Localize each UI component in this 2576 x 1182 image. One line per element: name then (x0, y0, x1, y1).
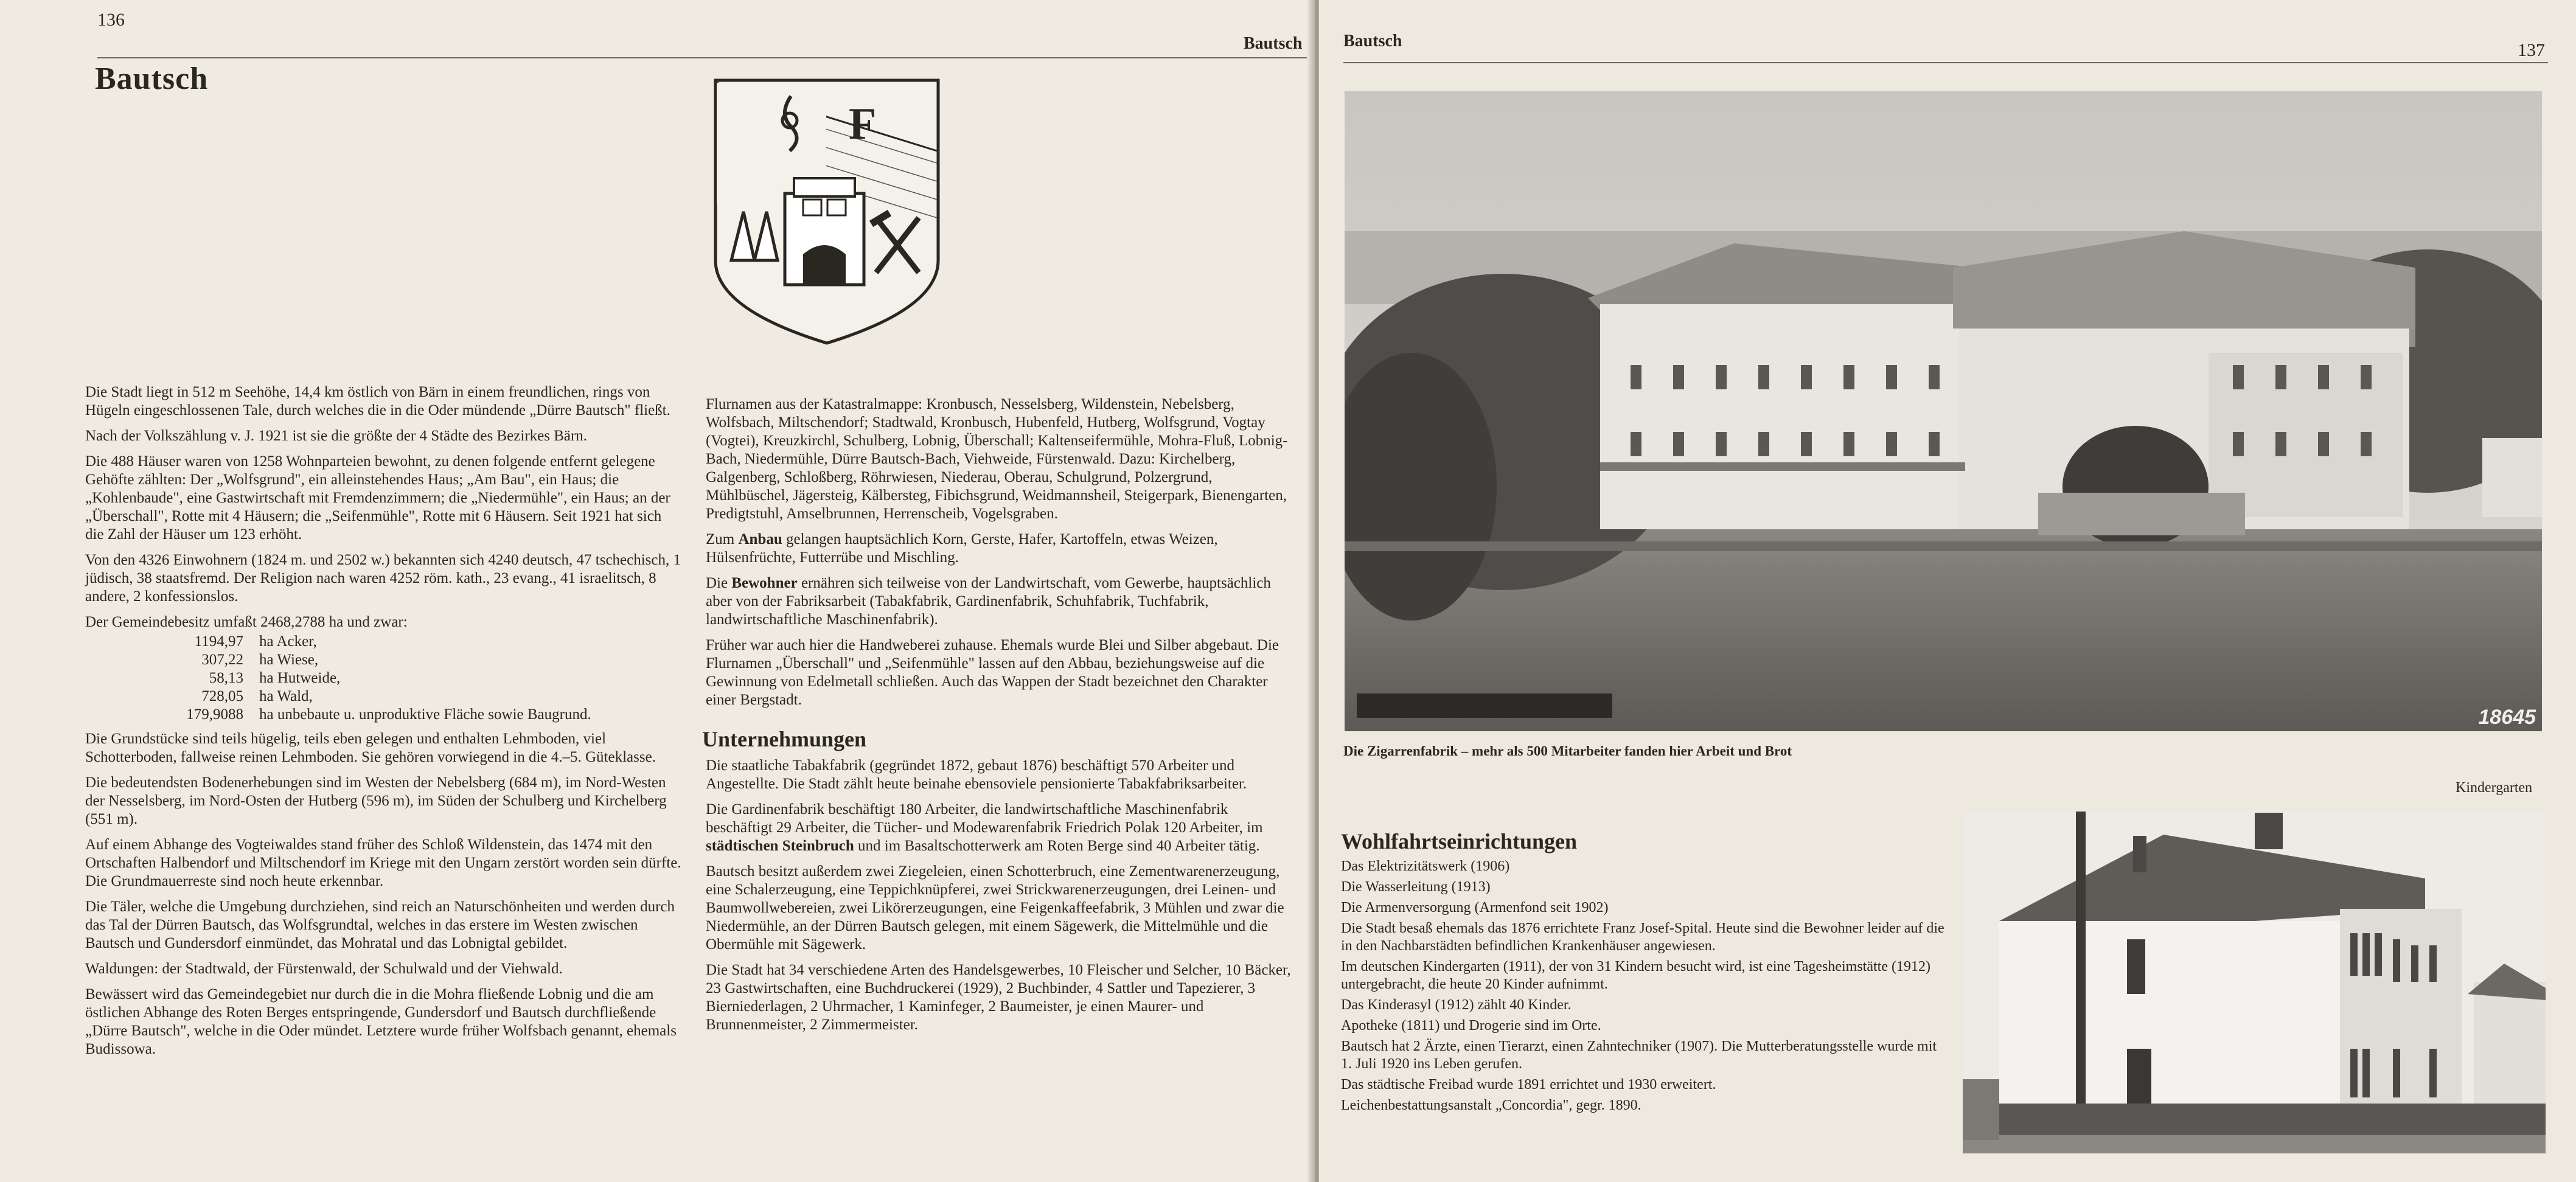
list-item: Leichenbestattungsanstalt „Concordia", gegr. 1890. (1341, 1097, 1641, 1113)
paragraph: Nach der Volkszählung v. J. 1921 ist sie die größte der 4 Städte des Bezirkes Bärn. (85, 428, 588, 444)
land-use-table (85, 633, 681, 724)
list-item: Im deutschen Kindergarten (1911), der von 31 Kindern besucht wird, ist eine Tagesheimstätte (1912) untergebracht, die heute 20 Kinder aufnimmt. (1341, 959, 1930, 992)
factory-photo (1345, 91, 2542, 731)
paragraph: Von den 4326 Einwohnern (1824 m. und 2502 w.) bekannten sich 4240 deutsch, 47 tschechisch, 1 jüdisch, 38 staatsfremd. Der Religion nach waren 4252 röm. kath., 23 evang., 41 israelitsch, 8 andere, 2 konfessionslos. (85, 552, 681, 605)
list-item: Das Elektrizitätswerk (1906) (1341, 858, 1510, 874)
paragraph: Die Stadt hat 34 verschiedene Arten des Handelsgewerbes, 10 Fleischer und Selcher, 10 Bäcker, 23 Gastwirtschaften, eine Buchdruckerei (1929), 2 Buchbinder, 4 Sattler und Tapezierer, 3 Bierniederlagen, 2 Uhrmacher, 1 Kaminfeger, 2 Baumeister, je einen Maurer- und Brunnenmeister, 2 Zimmermeister. (706, 962, 1291, 1033)
right-page (1319, 0, 2576, 1182)
list-item: Das städtische Freibad wurde 1891 errichtet und 1930 erweitert. (1341, 1077, 1716, 1093)
paragraph: Die staatliche Tabakfabrik (gegründet 1872, gebaut 1876) beschäftigt 570 Arbeiter und Angestellte. Die Stadt zählt heute beinahe ebensoviele pensionierte Tabakfabriksarbeiter. (706, 757, 1247, 792)
paragraph: Bautsch besitzt außerdem zwei Ziegeleien, einen Schotterbruch, eine Zementwarenerzeugung, eine Schalerzeugung, eine Teppichknüpferei, zwei Strickwarenerzeugungen, drei Leinen- und Baumwollwebereien, zwei Likörerzeugungen, eine Feigenkaffeefabrik, 3 Mühlen und zwar die Niedermühle, an der Dürren Bautsch gelegen, mit einem Sägewerk, die Mittelmühle und die Obermühle mit Sägewerk. (706, 863, 1284, 953)
paragraph: Waldungen: der Stadtwald, der Fürstenwald, der Schulwald und der Viehwald. (85, 961, 563, 977)
paragraph: Der Gemeindebesitz umfaßt 2468,2788 ha und zwar: (85, 614, 408, 630)
svg-text:F: F (849, 99, 877, 149)
paragraph: Zum Anbau gelangen hauptsächlich Korn, Gerste, Hafer, Kartoffeln, etwas Weizen, Hülsenfrüchte, Futterrübe und Mischling. (706, 531, 1218, 566)
paragraph: Früher war auch hier die Handweberei zuhause. Ehemals wurde Blei und Silber abgebaut. Die Flurnamen „Überschall" und „Seifenmühle" lassen auf den Abbau, beziehungsweise auf die Gewinnung von Edelmetall schließen. Auch das Wappen der Stadt bezeichnet den Charakter einer Bergstadt. (706, 637, 1279, 708)
paragraph: Bewässert wird das Gemeindegebiet nur durch die in die Mohra fließende Lobnig und die am östlichen Abhange des Roten Berges entspringende, Gundersdorf und Bautsch durchfließende „Dürre Bautsch", welche in die Oder mündet. Letztere wurde früher Wolfsbach genannt, ehemals Budissowa. (85, 986, 677, 1057)
paragraph: Die bedeutendsten Bodenerhebungen sind im Westen der Nebelsberg (684 m), im Nord-Westen der Nesselsberg, im Nord-Osten der Hutberg (596 m), im Süden der Schulberg und Kirchelberg (551 m). (85, 774, 667, 827)
list-item: Die Wasserleitung (1913) (1341, 879, 1491, 895)
list-item: Bautsch hat 2 Ärzte, einen Tierarzt, einen Zahntechniker (1907). Die Mutterberatungsstelle wurde mit 1. Juli 1920 ins Leben gerufen. (1341, 1038, 1937, 1072)
page-title: Bautsch (95, 61, 209, 96)
running-head: Bautsch (1343, 32, 1402, 50)
header-rule (97, 57, 1311, 58)
column-2 (702, 395, 1296, 1041)
running-head: Bautsch (1244, 34, 1303, 53)
photo-number: 18645 (2478, 706, 2536, 729)
paragraph: Auf einem Abhange des Vogteiwaldes stand früher des Schloß Wildenstein, das 1474 mit den Ortschaften Halbendorf und Miltschendorf im Kriege mit den Ungarn zerstört worden sein dürfte. Die Grundmauerreste sind noch heute erkennbar. (85, 836, 681, 889)
header-rule (1343, 62, 2548, 63)
paragraph: Die 488 Häuser waren von 1258 Wohnparteien bewohnt, zu denen folgende entfernt gelegene Gehöfte zählten: Der „Wolfsgrund", ein alleinstehendes Haus; „Am Bau", ein Haus; die „Kohlenbaude", eine Gastwirtschaft mit Fremdenzimmern; die „Niedermühle", ein Haus; an der „Überschall", Rotte mit 4 Häusern; die „Seifenmühle", Rotte mit 6 Häusern. Seit 1921 hat sich die Zahl der Häuser um 123 erhöht. (85, 453, 670, 543)
paragraph: Die Gardinenfabrik beschäftigt 180 Arbeiter, die landwirtschaftliche Maschinenfabrik beschäftigt 29 Arbeiter, die Tücher- und Modewarenfabrik Friedrich Polak 120 Arbeiter, im städtischen Steinbruch und im Basaltschotterwerk am Roten Berge sind 40 Arbeiter tätig. (706, 801, 1263, 854)
paragraph: Die Grundstücke sind teils hügelig, teils eben gelegen und enthalten Lehmboden, viel Schotterboden, fallweise reinen Lehmboden. Sie gehören vorwiegend in die 4.–5. Güteklasse. (85, 731, 656, 765)
section-heading: Wohlfahrtseinrichtungen (1341, 829, 1578, 853)
list-item: Das Kinderasyl (1912) zählt 40 Kinder. (1341, 997, 1572, 1013)
paragraph: Flurnamen aus der Katastralmappe: Kronbusch, Nesselsberg, Wildenstein, Nebelsberg, Wolfsbach, Miltschendorf; Stadtwald, Kronbusch, Hubenfeld, Hutberg, Wolfsgrund, Vogtay (Vogtei), Kreuzkirchl, Schulberg, Lobnig, Überschall; Kaltenseifermühle, Mohra-Fluß, Lobnig-Bach, Niedermühle, Dürre Bautsch-Bach, Viehweide, Fürstenwald. Dazu: Kirchelberg, Galgenberg, Schloßberg, Röhrwiesen, Niederau, Oberau, Schulgrund, Polzergrund, Mühlbüschel, Jägersteig, Kälbersteg, Fibichsgrund, Weidmannsheil, Steigerpark, Bienengarten, Predigtstuhl, Amselbrunnen, Herrenscheib, Vogelsgraben. (706, 396, 1288, 522)
section-heading: Unternehmungen (702, 727, 867, 751)
coat-of-arms-icon (712, 78, 943, 346)
page-number: 137 (2518, 40, 2545, 60)
list-item: Die Stadt besaß ehemals das 1876 errichtete Franz Josef-Spital. Heute sind die Bewohner leider auf die in den Nachbarstädten befindlichen Krankenhäuser angewiesen. (1341, 920, 1944, 954)
page-number: 136 (97, 10, 125, 30)
photo-label: Kindergarten (2456, 780, 2533, 796)
land-use-row: 1194,97 ha Acker, (194, 633, 317, 650)
welfare-list (1341, 858, 1949, 1118)
kindergarten-photo (1963, 812, 2546, 1153)
column-1 (85, 383, 681, 1066)
land-use-row: 307,22 ha Wiese, (201, 652, 319, 668)
land-use-row: 728,05 ha Wald, (201, 688, 313, 704)
land-use-row: 58,13 ha Hutweide, (209, 670, 341, 686)
paragraph: Die Bewohner ernähren sich teilweise von der Landwirtschaft, vom Gewerbe, hauptsächlich aber von der Fabriksarbeit (Tabakfabrik, Gardinenfabrik, Schuhfabrik, Tuchfabrik, landwirtschaftliche Maschinenfabrik). (706, 575, 1271, 628)
land-use-row: 179,9088 ha unbebaute u. unproduktive Fläche sowie Baugrund. (186, 706, 591, 723)
paragraph: Die Täler, welche die Umgebung durchziehen, sind reich an Naturschönheiten und werden durch das Tal der Dürren Bautsch, das Wolfsgrundtal, welches in das erstere im Westen zwischen Bautsch und Gundersdorf einmündet, das Mohratal und das Lobnigtal gebildet. (85, 899, 675, 951)
list-item: Die Armenversorgung (Armenfond seit 1902) (1341, 900, 1609, 916)
paragraph: Die Stadt liegt in 512 m Seehöhe, 14,4 km östlich von Bärn in einem freundlichen, rings von Hügeln eingeschlossenen Tale, durch welches die in die Oder mündende „Dürre Bautsch" fließt. (85, 384, 670, 419)
photo-caption: Die Zigarrenfabrik – mehr als 500 Mitarbeiter fanden hier Arbeit und Brot (1343, 743, 1792, 759)
list-item: Apotheke (1811) und Drogerie sind im Orte. (1341, 1018, 1601, 1034)
